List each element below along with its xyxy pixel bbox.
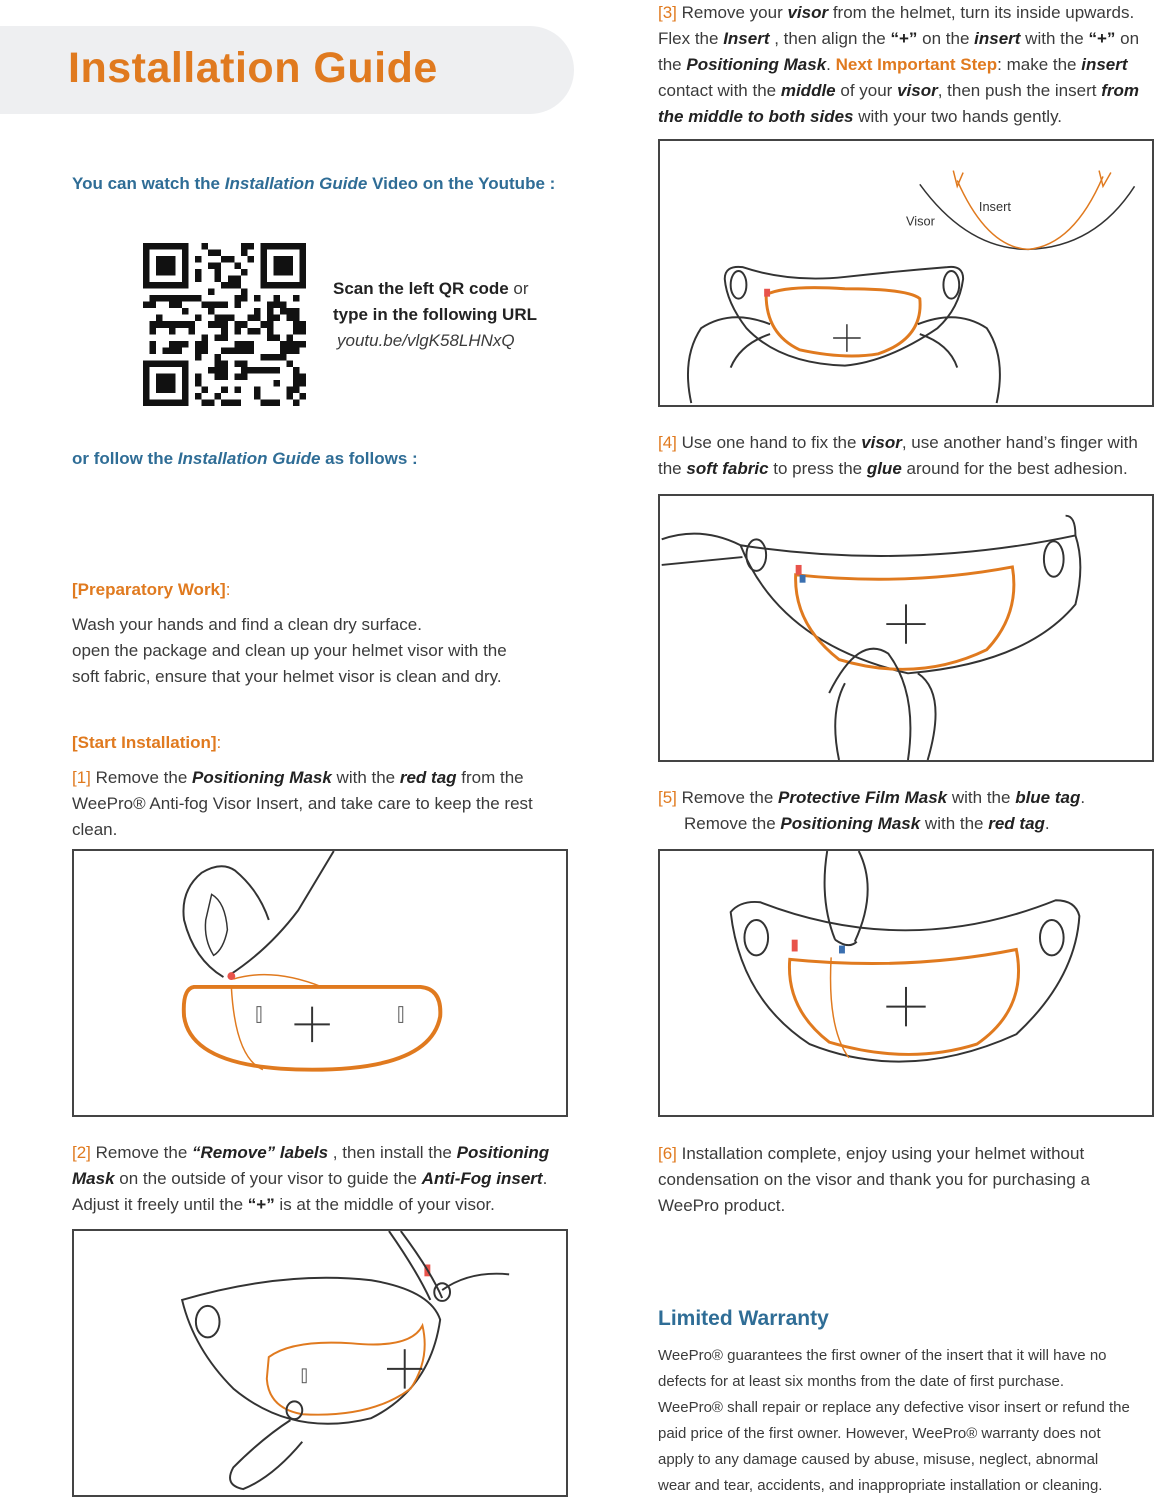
diagram-visor-label: Visor (906, 213, 935, 229)
step1-illustration (72, 849, 568, 1117)
prep-heading: [Preparatory Work]: (72, 580, 231, 599)
step3-text: [3] Remove your visor from the helmet, turn its inside upwards. Flex the Insert , then align the “+” on the insert with the “+” on the Positioning Mask. Next Important Step: make the insert contact with the middle of your visor, then push the insert from the middle to both sides with your two hands gently. (658, 3, 1140, 126)
warranty-text: WeePro® guarantees the first owner of the insert that it will have no defects for at least six months from the date of first purchase. WeePro® shall repair or replace any defective visor insert or refund the paid price of the first owner. However, WeePro® warranty does not apply to any damage caused by abuse, misuse, neglect, abnormal wear and tear, accidents, and inappropriate installation or cleaning. (658, 1347, 1130, 1494)
step2-text: [2] Remove the “Remove” labels , then install the Positioning Mask on the outside of your visor to guide the Anti-Fog insert. Adjust it freely until the “+” is at the middle of your visor. (72, 1143, 550, 1214)
video-url[interactable]: youtu.be/vlgK58LHNxQ (337, 331, 515, 350)
diagram-insert-label: Insert (978, 198, 1011, 214)
step3-illustration (658, 139, 1154, 407)
step6-text: [6] Installation complete, enjoy using your helmet without condensation on the visor and thank you for purchasing a WeePro product. (658, 1144, 1090, 1215)
step1-text: [1] Remove the Positioning Mask with the red tag from the WeePro® Anti-fog Visor Insert, and take care to keep the rest clean. (72, 768, 533, 839)
step2-illustration (72, 1229, 568, 1497)
video-intro: You can watch the Installation Guide Video on the Youtube : (72, 174, 556, 193)
page-title: Installation Guide (68, 44, 438, 92)
start-heading: [Start Installation]: (72, 733, 222, 752)
qr-code[interactable] (143, 243, 306, 406)
prep-text: Wash your hands and find a clean dry surface. open the package and clean up your helmet visor with the soft fabric, ensure that your helmet visor is clean and dry. (72, 615, 507, 686)
warranty-title: Limited Warranty (658, 1307, 829, 1330)
step5-text: [5] Remove the Protective Film Mask with the blue tag. Remove the Positioning Mask with the red tag. (658, 788, 1086, 833)
scan-instructions: Scan the left QR code or type in the following URL youtu.be/vlgK58LHNxQ (333, 276, 537, 354)
step4-text: [4] Use one hand to fix the visor, use another hand’s finger with the soft fabric to press the glue around for the best adhesion. (658, 433, 1138, 478)
step5-illustration (658, 849, 1154, 1117)
step4-illustration (658, 494, 1154, 762)
follow-guide: or follow the Installation Guide as follows : (72, 449, 418, 468)
